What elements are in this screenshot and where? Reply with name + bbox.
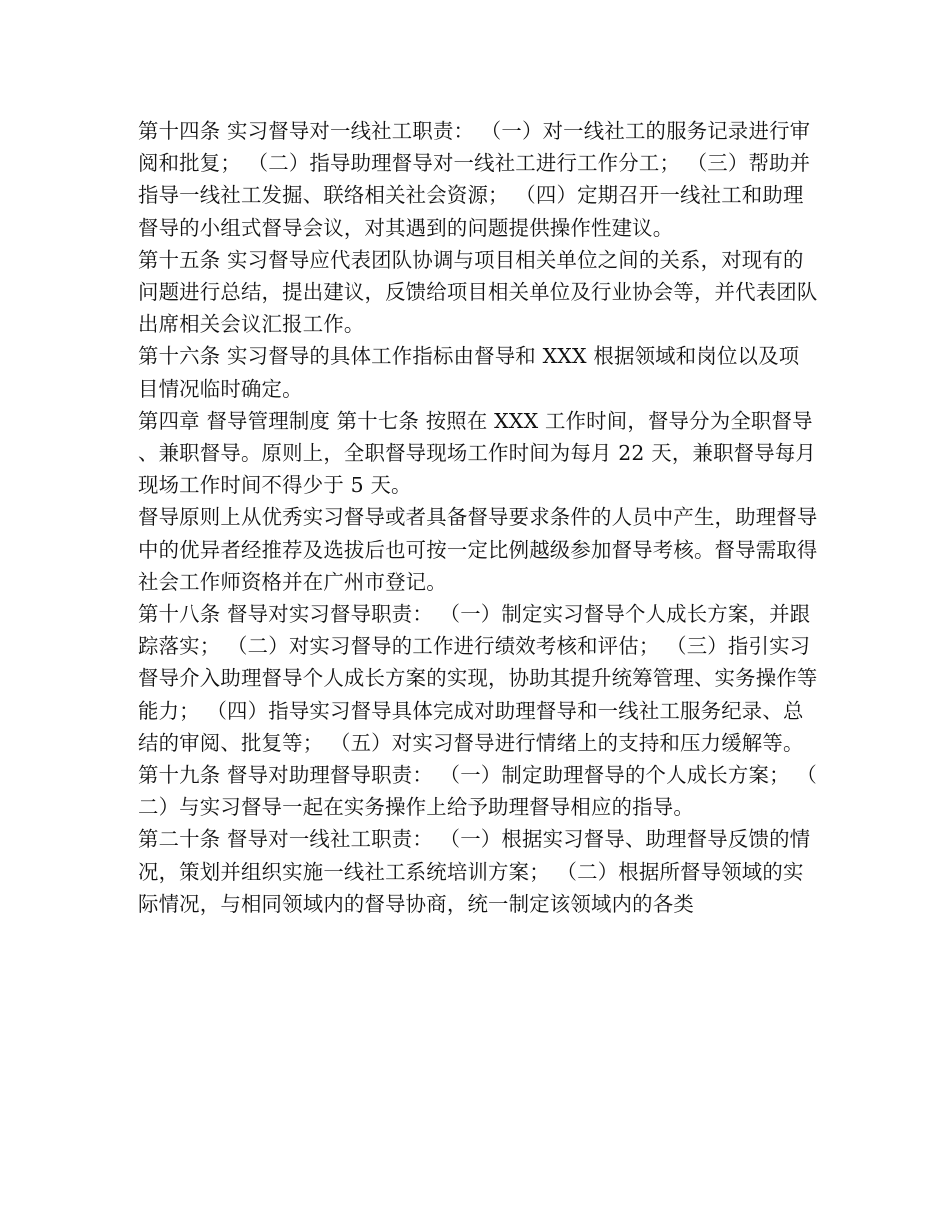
paragraph-article-14: 第十四条 实习督导对一线社工职责： （一）对一线社工的服务记录进行审阅和批复； （二）指导助理督导对一线社工进行工作分工； （三）帮助并指导一线社工发掘、联络相关社会资源； （四）定期召开一线社工和助理督导的小组式督导会议，对其遇到的问题提供操作性建议。	[138, 119, 811, 240]
paragraph-article-19: 第十九条 督导对助理督导职责： （一）制定助理督导的个人成长方案； （二）与实习督导一起在实务操作上给予助理督导相应的指导。	[138, 763, 817, 820]
paragraph-chapter-4-article-17: 第四章 督导管理制度 第十七条 按照在 XXX 工作时间，督导分为全职督导、兼职督导。原则上，全职督导现场工作时间为每月 22 天，兼职督导每月现场工作时间不得少于 5 天。	[138, 408, 817, 498]
paragraph-article-16: 第十六条 实习督导的具体工作指标由督导和 XXX 根据领域和岗位以及项目情况临时确定。	[138, 344, 800, 401]
paragraph-supervisor-qualification: 督导原则上从优秀实习督导或者具备督导要求条件的人员中产生，助理督导中的优异者经推荐及选拔后也可按一定比例越级参加督导考核。督导需取得社会工作师资格并在广州市登记。	[138, 505, 818, 594]
document-body	[138, 115, 818, 920]
paragraph-article-20: 第二十条 督导对一线社工职责： （一）根据实习督导、助理督导反馈的情况，策划并组织实施一线社工系统培训方案； （二）根据所督导领域的实际情况，与相同领域内的督导协商，统一制定该领域内的各类	[138, 827, 811, 916]
paragraph-article-18: 第十八条 督导对实习督导职责： （一）制定实习督导个人成长方案，并跟踪落实； （二）对实习督导的工作进行绩效考核和评估； （三）指引实习督导介入助理督导个人成长方案的实现，协助其提升统筹管理、实务操作等能力； （四）指导实习督导具体完成对助理督导和一线社工服务纪录、总结的审阅、批复等； （五）对实习督导进行情绪上的支持和压力缓解等。	[138, 602, 818, 755]
paragraph-article-15: 第十五条 实习督导应代表团队协调与项目相关单位之间的关系，对现有的问题进行总结，提出建议，反馈给项目相关单位及行业协会等，并代表团队出席相关会议汇报工作。	[138, 247, 818, 337]
